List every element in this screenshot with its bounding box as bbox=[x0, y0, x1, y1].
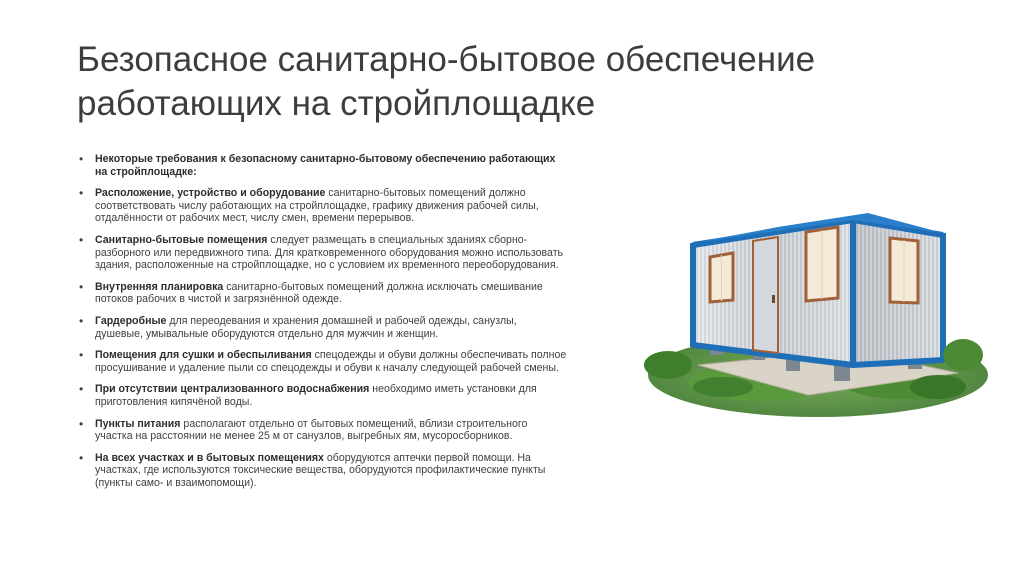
bullet-text: для переодевания и хранения домашней и рабочей одежды, санузлы, душевые, умывальные оборудуются отдельно для мужчин и женщин. bbox=[95, 314, 517, 340]
bullet-text: располагают отдельно от бытовых помещений, вблизи строительного участка на расстоянии не менее 25 м от санузлов, выгребных ям, мусоросборников. bbox=[95, 417, 528, 443]
modular-cabin-icon bbox=[638, 205, 988, 425]
bullet-text: оборудуются аптечки первой помощи. На участках, где используются токсические вещества, оборудуются профилактические пункты (пункты само- и взаимопомощи). bbox=[95, 451, 546, 489]
bullet-bold: Расположение, устройство и оборудование bbox=[95, 187, 326, 200]
bullet-bold: Гардеробные bbox=[95, 314, 167, 327]
bullet-bold: Некоторые требования к безопасному санитарно-бытовому обеспечению работающих на стройплощадке: bbox=[95, 153, 556, 178]
list-item bbox=[77, 234, 567, 272]
window-icon bbox=[806, 227, 838, 301]
list-item bbox=[77, 452, 567, 490]
bullet-bold: Внутренняя планировка bbox=[95, 280, 224, 293]
requirements-list bbox=[77, 153, 567, 498]
list-item bbox=[77, 383, 567, 408]
list-item bbox=[77, 315, 567, 340]
bullet-text: санитарно-бытовых помещений должно соответствовать числу работающих на стройплощадке, графику движения рабочей силы, отдалённости от рабочих мест, числу смен, времени перерывов. bbox=[95, 187, 539, 225]
list-item bbox=[77, 418, 567, 443]
slide-title: Безопасное санитарно-бытовое обеспечение работающих на стройплощадке bbox=[77, 40, 816, 123]
bullet-bold: Санитарно-бытовые помещения bbox=[95, 233, 268, 246]
bullet-bold: При отсутствии централизованного водоснабжения bbox=[95, 383, 370, 396]
bullet-bold: На всех участках и в бытовых помещениях bbox=[95, 451, 324, 464]
list-item bbox=[77, 281, 567, 306]
bullet-bold: Помещения для сушки и обеспыливания bbox=[95, 349, 312, 362]
list-item bbox=[77, 153, 567, 178]
window-icon bbox=[710, 253, 733, 302]
window-icon bbox=[890, 238, 918, 303]
list-item bbox=[77, 349, 567, 374]
list-item bbox=[77, 187, 567, 225]
bullet-bold: Пункты питания bbox=[95, 417, 181, 430]
bullet-text: санитарно-бытовых помещений должна исключать смешивание потоков рабочих в чистой и загрязнённой одежде. bbox=[95, 280, 543, 306]
door-icon bbox=[753, 237, 778, 353]
bullet-text: спецодежды и обуви должны обеспечивать полное просушивание и удаление пыли со спецодежды и обуви к началу следующей рабочей смены. bbox=[95, 349, 567, 374]
bullet-text: необходимо иметь установки для приготовления кипячёной воды. bbox=[95, 383, 537, 408]
bullet-text: следует размещать в специальных зданиях сборно-разборного или передвижного типа. Для кратковременного оборудования можно использовать здания, расположенные на стройплощадке, но с условием их временного переоборудования. bbox=[95, 233, 564, 272]
